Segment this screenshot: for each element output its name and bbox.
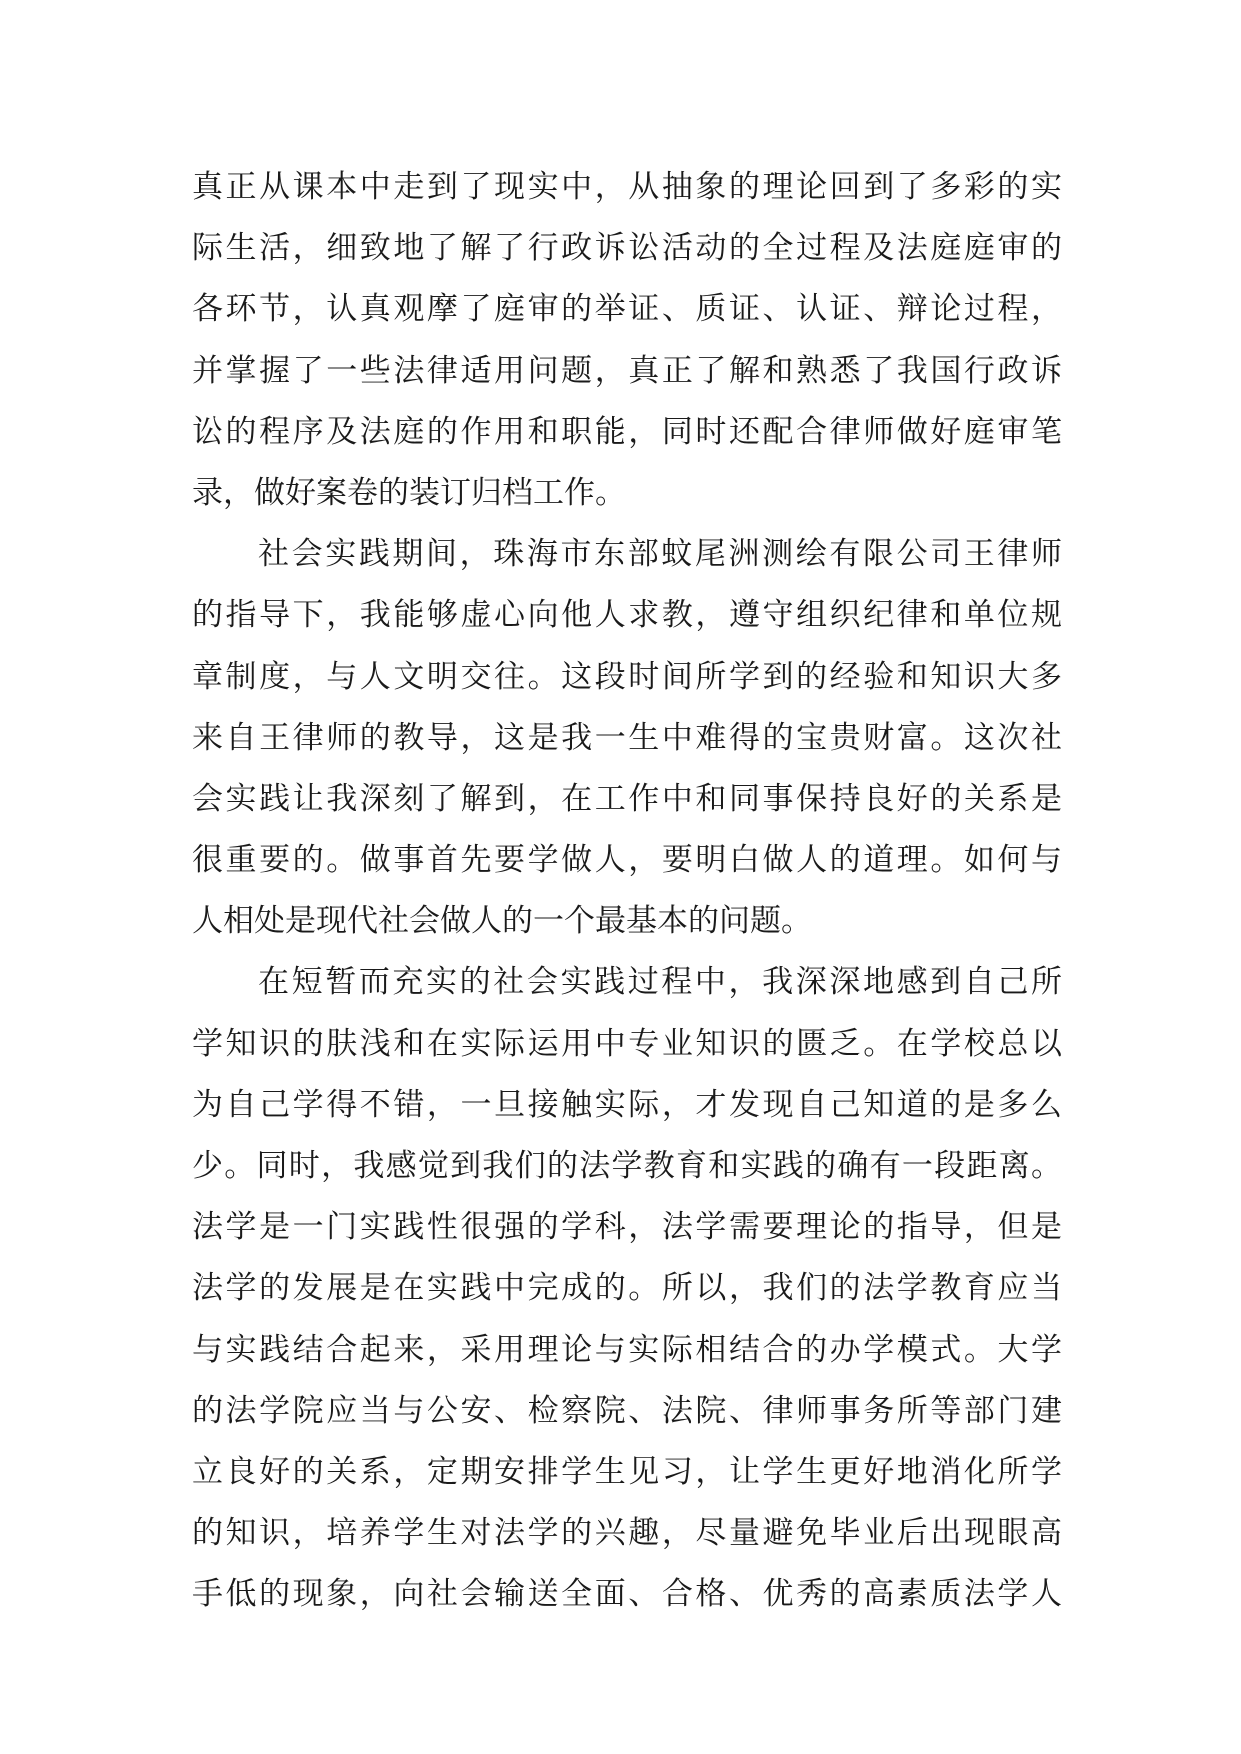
text-line: 各环节，认真观摩了庭审的举证、质证、认证、辩论过程，	[192, 291, 1062, 328]
text-line: 章制度，与人文明交往。这段时间所学到的经验和知识大多	[192, 658, 1062, 695]
text-line: 在短暂而充实的社会实践过程中，我深深地感到自己所	[258, 964, 1062, 1001]
text-line: 学知识的肤浅和在实际运用中专业知识的匮乏。在学校总以	[192, 1025, 1062, 1062]
text-line: 社会实践期间，珠海市东部蚊尾洲测绘有限公司王律师	[258, 536, 1062, 573]
text-line: 来自王律师的教导，这是我一生中难得的宝贵财富。这次社	[192, 719, 1062, 756]
text-line: 法学的发展是在实践中完成的。所以，我们的法学教育应当	[192, 1270, 1062, 1307]
text-line: 的法学院应当与公安、检察院、法院、律师事务所等部门建	[192, 1392, 1062, 1429]
body-text	[192, 157, 1062, 1626]
text-line: 手低的现象，向社会输送全面、合格、优秀的高素质法学人	[192, 1576, 1062, 1613]
text-line: 为自己学得不错，一旦接触实际，才发现自己知道的是多么	[192, 1086, 1062, 1123]
text-line: 录，做好案卷的装订归档工作。	[192, 474, 626, 511]
text-line: 很重要的。做事首先要学做人，要明白做人的道理。如何与	[192, 842, 1062, 879]
text-line: 并掌握了一些法律适用问题，真正了解和熟悉了我国行政诉	[192, 352, 1062, 389]
text-line: 人相处是现代社会做人的一个最基本的问题。	[192, 903, 812, 940]
text-line: 法学是一门实践性很强的学科，法学需要理论的指导，但是	[192, 1209, 1062, 1246]
text-line: 立良好的关系，定期安排学生见习，让学生更好地消化所学	[192, 1453, 1062, 1490]
text-line: 会实践让我深刻了解到，在工作中和同事保持良好的关系是	[192, 780, 1062, 817]
text-line: 与实践结合起来，采用理论与实际相结合的办学模式。大学	[192, 1331, 1062, 1368]
text-line: 少。同时，我感觉到我们的法学教育和实践的确有一段距离。	[192, 1148, 1062, 1184]
text-line: 讼的程序及法庭的作用和职能，同时还配合律师做好庭审笔	[192, 413, 1062, 450]
text-line: 的知识，培养学生对法学的兴趣，尽量避免毕业后出现眼高	[192, 1515, 1062, 1552]
text-line: 真正从课本中走到了现实中，从抽象的理论回到了多彩的实	[192, 169, 1062, 205]
text-line: 的指导下，我能够虚心向他人求教，遵守组织纪律和单位规	[192, 597, 1062, 634]
text-line: 际生活，细致地了解了行政诉讼活动的全过程及法庭庭审的	[192, 230, 1062, 267]
